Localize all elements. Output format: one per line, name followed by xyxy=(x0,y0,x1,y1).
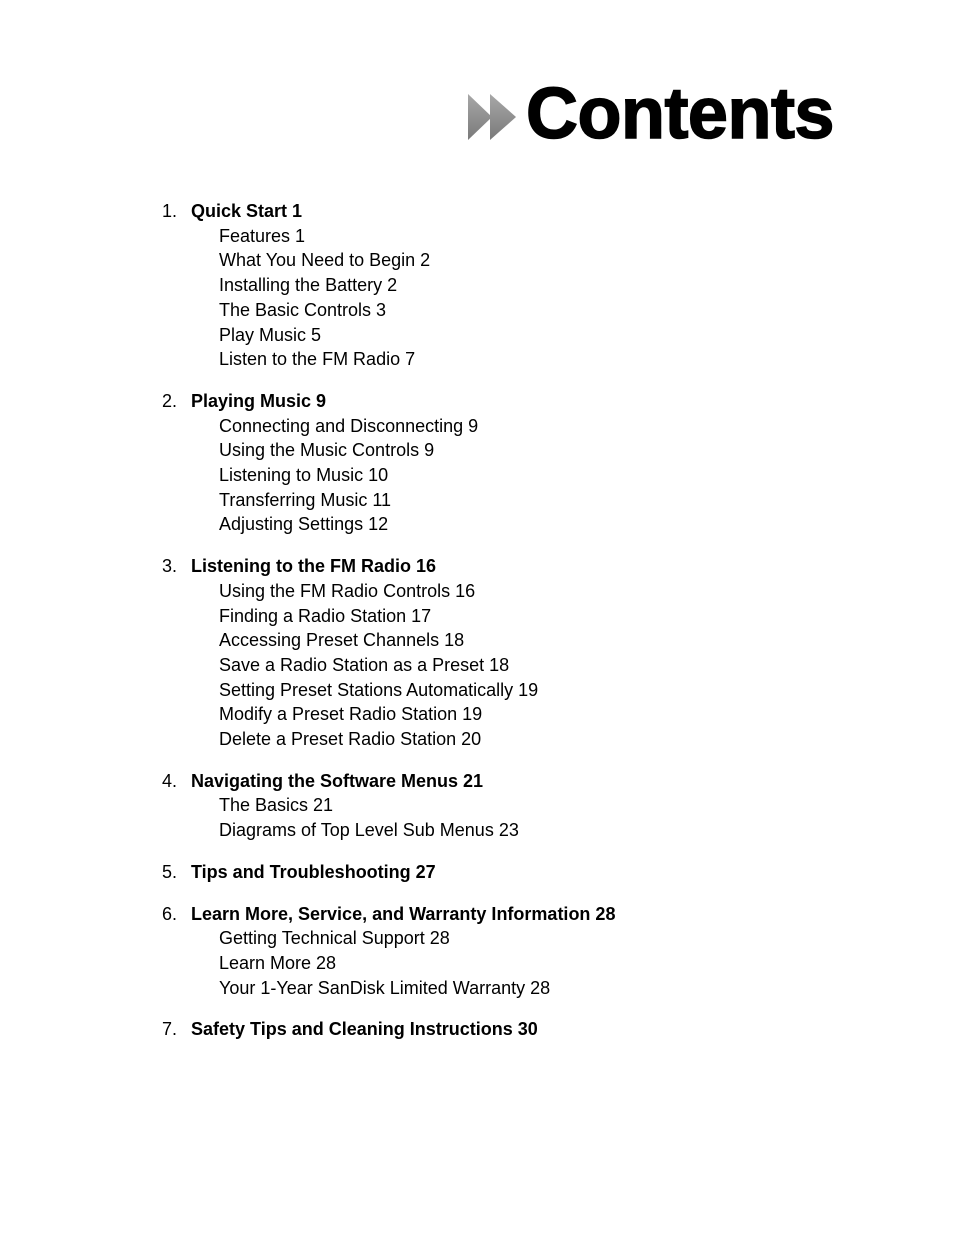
table-of-contents xyxy=(162,199,862,1059)
toc-subsection-item[interactable]: Learn More 28 xyxy=(219,952,337,973)
toc-chapter-heading[interactable] xyxy=(162,769,862,794)
page-header xyxy=(466,74,834,154)
toc-chapter-heading[interactable] xyxy=(162,860,862,885)
toc-subsection-item[interactable]: Delete a Preset Radio Station 20 xyxy=(219,729,482,750)
chapter-title[interactable]: Learn More, Service, and Warranty Information 28 xyxy=(191,903,616,924)
chapter-title[interactable]: Navigating the Software Menus 21 xyxy=(191,770,484,791)
toc-subsection-item[interactable]: Using the FM Radio Controls 16 xyxy=(219,580,476,601)
toc-subsection-item[interactable]: Setting Preset Stations Automatically 19 xyxy=(219,679,539,700)
toc-chapter xyxy=(162,860,862,885)
toc-subsection-item[interactable]: Save a Radio Station as a Preset 18 xyxy=(219,654,510,675)
toc-subsection-list xyxy=(162,579,862,752)
toc-subsection-item[interactable]: Installing the Battery 2 xyxy=(219,275,398,296)
toc-chapter xyxy=(162,389,862,537)
toc-subsection-item[interactable]: Features 1 xyxy=(219,225,306,246)
chapter-title[interactable]: Tips and Troubleshooting 27 xyxy=(191,861,436,882)
toc-chapter xyxy=(162,199,862,372)
toc-chapter xyxy=(162,554,862,752)
chapter-title[interactable]: Quick Start 1 xyxy=(191,201,303,221)
toc-subsection-item[interactable]: Getting Technical Support 28 xyxy=(219,928,450,949)
toc-chapter-heading[interactable] xyxy=(162,902,862,927)
toc-subsection-item[interactable]: Listening to Music 10 xyxy=(219,465,389,486)
toc-chapter-heading[interactable] xyxy=(162,1017,862,1042)
chapter-number: 2. xyxy=(162,390,178,411)
chapter-number: 3. xyxy=(162,556,178,577)
chapter-title[interactable]: Playing Music 9 xyxy=(191,390,327,411)
toc-chapter-heading[interactable] xyxy=(162,554,862,579)
toc-subsection-list xyxy=(162,793,862,842)
toc-subsection-list xyxy=(162,414,862,538)
toc-chapter xyxy=(162,1017,862,1042)
double-arrow-icon xyxy=(466,92,518,142)
toc-subsection-list xyxy=(162,926,862,1000)
toc-subsection-item[interactable]: Modify a Preset Radio Station 19 xyxy=(219,704,483,725)
chapter-number: 7. xyxy=(162,1019,178,1040)
chapter-number: 5. xyxy=(162,861,178,882)
toc-subsection-item[interactable]: Play Music 5 xyxy=(219,324,322,345)
toc-subsection-item[interactable]: Diagrams of Top Level Sub Menus 23 xyxy=(219,820,519,841)
toc-subsection-item[interactable]: What You Need to Begin 2 xyxy=(219,250,431,271)
toc-subsection-item[interactable]: Transferring Music 11 xyxy=(219,489,392,510)
chapter-title[interactable]: Safety Tips and Cleaning Instructions 30 xyxy=(191,1019,538,1040)
page-title: Contents xyxy=(526,74,834,154)
toc-subsection-item[interactable]: Connecting and Disconnecting 9 xyxy=(219,415,479,436)
toc-subsection-item[interactable]: Your 1-Year SanDisk Limited Warranty 28 xyxy=(219,977,551,998)
chapter-number: 4. xyxy=(162,770,178,791)
chapter-number: 6. xyxy=(162,903,178,924)
toc-subsection-list xyxy=(162,224,862,372)
toc-subsection-item[interactable]: The Basic Controls 3 xyxy=(219,299,387,320)
toc-chapter-heading[interactable] xyxy=(162,199,862,224)
chapter-number: 1. xyxy=(162,201,178,221)
toc-subsection-item[interactable]: Adjusting Settings 12 xyxy=(219,514,389,535)
toc-chapter xyxy=(162,769,862,843)
toc-subsection-item[interactable]: Listen to the FM Radio 7 xyxy=(219,349,416,370)
toc-chapter xyxy=(162,902,862,1001)
chapter-title[interactable]: Listening to the FM Radio 16 xyxy=(191,556,437,577)
toc-chapter-heading[interactable] xyxy=(162,389,862,414)
toc-subsection-item[interactable]: The Basics 21 xyxy=(219,795,334,816)
toc-subsection-item[interactable]: Accessing Preset Channels 18 xyxy=(219,630,465,651)
toc-subsection-item[interactable]: Finding a Radio Station 17 xyxy=(219,605,432,626)
toc-subsection-item[interactable]: Using the Music Controls 9 xyxy=(219,440,435,461)
